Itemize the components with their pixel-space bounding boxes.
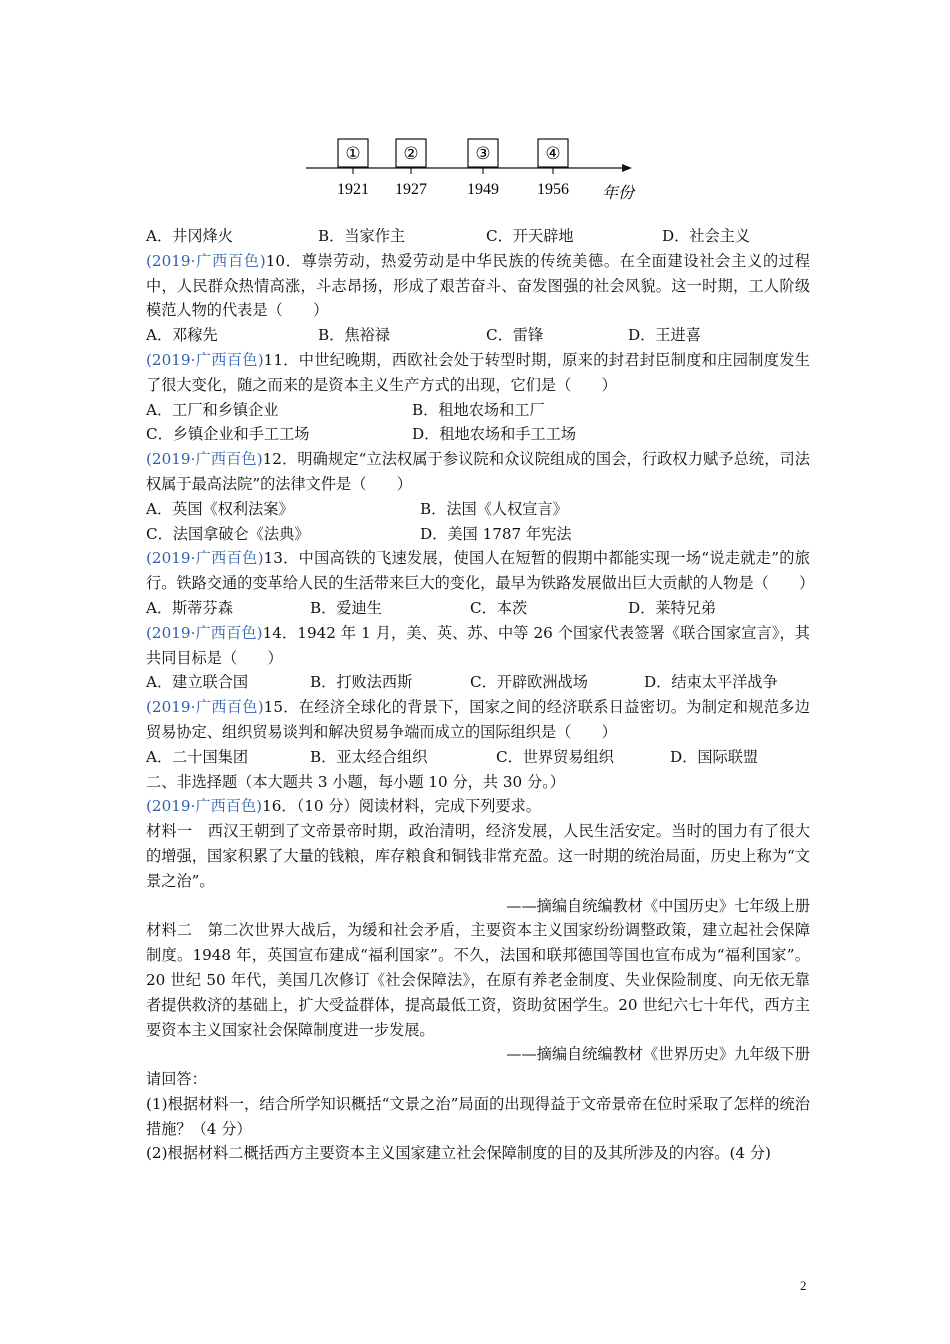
q10-options bbox=[146, 323, 810, 348]
q10-option-a: A．邓稼先 bbox=[146, 326, 218, 345]
q12-option-a: A．英国《权利法案》 bbox=[146, 499, 294, 518]
q16-prompt: 请回答： bbox=[146, 1070, 207, 1089]
q15-option-d: D．国际联盟 bbox=[670, 747, 759, 766]
q9-option-d: D．社会主义 bbox=[662, 227, 751, 245]
q11-options-row2 bbox=[146, 422, 810, 447]
q14-stem: (2019·广西百色)14．1942 年 1 月，美、英、苏、中等 26 个国家代表签署《联合国家宣言》，其共同目标是（ ） bbox=[146, 623, 810, 667]
svg-text:④: ④ bbox=[545, 144, 561, 164]
q15-option-b: B．亚太经合组织 bbox=[310, 747, 428, 766]
svg-text:③: ③ bbox=[475, 144, 491, 164]
q10-stem: (2019·广西百色)10．尊崇劳动，热爱劳动是中华民族的传统美德。在全面建设社会主义的过程中，人民群众热情高涨，斗志昂扬，形成了艰苦奋斗、奋发图强的社会风貌。这一时期，工人阶级模范人物的代表是（ ） bbox=[146, 251, 810, 320]
q10-option-c: C．雷锋 bbox=[486, 326, 544, 345]
q9-option-b: B．当家作主 bbox=[318, 227, 406, 245]
timeline-year-1956: 1956 bbox=[537, 181, 569, 198]
section2-heading: 二、非选择题（本大题共 3 小题，每小题 10 分，共 30 分。） bbox=[146, 772, 565, 791]
q10-option-d: D．王进喜 bbox=[628, 326, 701, 345]
q11-options-row1 bbox=[146, 398, 810, 423]
timeline-box-3 bbox=[468, 139, 498, 167]
q10-source: (2019·广西百色) bbox=[146, 251, 266, 270]
q16-material1: 材料一 西汉王朝到了文帝景帝时期，政治清明，经济发展，人民生活安定。当时的国力有了很大的增强，国家积累了大量的钱粮，库存粮食和铜钱非常充盈。这一时期的统治局面，历史上称为“文景之治”。 bbox=[146, 822, 810, 890]
q11-source: (2019·广西百色) bbox=[146, 350, 264, 369]
q11-option-b: B．租地农场和工厂 bbox=[412, 400, 545, 419]
q15-stem: (2019·广西百色)15．在经济全球化的背景下，国家之间的经济联系日益密切。为制定和规范多边贸易协定、组织贸易谈判和解决贸易争端而成立的国际组织是（ ） bbox=[146, 698, 810, 741]
q9-options bbox=[146, 224, 810, 249]
q13-option-c: C．本茨 bbox=[470, 598, 528, 617]
timeline-box-1 bbox=[338, 139, 368, 167]
svg-text:②: ② bbox=[403, 144, 419, 164]
q15-option-a: A．二十国集团 bbox=[146, 747, 249, 766]
q11-option-c: C．乡镇企业和手工工场 bbox=[146, 425, 310, 444]
timeline-arrow bbox=[622, 164, 632, 172]
q13-option-a: A．斯蒂芬森 bbox=[146, 598, 233, 617]
q13-stem: (2019·广西百色)13．中国高铁的飞速发展，使国人在短暂的假期中都能实现一场“说走就走”的旅行。铁路交通的变革给人民的生活带来巨大的变化，最早为铁路发展做出巨大贡献的人物是（ ） bbox=[146, 549, 815, 593]
q11-stem: (2019·广西百色)11．中世纪晚期，西欧社会处于转型时期，原来的封君封臣制度和庄园制度发生了很大变化，随之而来的是资本主义生产方式的出现，它们是（ ） bbox=[146, 350, 810, 394]
timeline-year-1921: 1921 bbox=[337, 181, 369, 198]
q13-option-b: B．爱迪生 bbox=[310, 598, 382, 617]
q13-source: (2019·广西百色) bbox=[146, 549, 264, 568]
q16-sub2: (2)根据材料二概括西方主要资本主义国家建立社会保障制度的目的及其所涉及的内容。(4 分) bbox=[146, 1144, 771, 1163]
q12-options-row1 bbox=[146, 497, 810, 522]
timeline-figure bbox=[300, 136, 640, 212]
q15-option-c: C．世界贸易组织 bbox=[496, 747, 614, 766]
q13-option-d: D．莱特兄弟 bbox=[628, 598, 717, 617]
q12-source: (2019·广西百色) bbox=[146, 450, 263, 469]
timeline-year-1949: 1949 bbox=[467, 181, 499, 198]
q10-option-b: B．焦裕禄 bbox=[318, 326, 390, 345]
q16-material2: 材料二 第二次世界大战后，为缓和社会矛盾，主要资本主义国家纷纷调整政策，建立起社会保障制度。1948 年，英国宣布建成“福利国家”。不久，法国和联邦德国等国也宣布成为“福利国家”。20 世纪 50 年代，美国几次修订《社会保障法》，在原有养老金制度、失业保险制度、向无依无靠者提供救济的基础上，扩大受益群体，提高最低工资，资助贫困学生。20 世纪六七十年代，西方主要资本主义国家社会保障制度进一步发展。 bbox=[146, 921, 810, 1039]
q11-option-a: A．工厂和乡镇企业 bbox=[146, 400, 279, 419]
q14-source: (2019·广西百色) bbox=[146, 623, 263, 642]
q12-option-b: B．法国《人权宣言》 bbox=[420, 499, 568, 518]
q16-source: (2019·广西百色) bbox=[146, 797, 263, 816]
q12-option-c: C．法国拿破仑《法典》 bbox=[146, 524, 310, 543]
q12-option-d: D．美国 1787 年宪法 bbox=[420, 524, 572, 543]
q9-option-c: C．开天辟地 bbox=[486, 227, 574, 245]
timeline-year-1927: 1927 bbox=[395, 181, 427, 198]
timeline-axis-label: 年份 bbox=[601, 183, 635, 202]
timeline-box-2 bbox=[396, 139, 426, 167]
svg-text:①: ① bbox=[345, 144, 361, 164]
q14-option-c: C．开辟欧洲战场 bbox=[470, 673, 588, 692]
q15-source: (2019·广西百色) bbox=[146, 698, 264, 717]
q14-option-a: A．建立联合国 bbox=[146, 673, 249, 692]
q16-sub1: (1)根据材料一，结合所学知识概括“文景之治”局面的出现得益于文帝景帝在位时采取了怎样的统治措施？（4 分） bbox=[146, 1094, 810, 1138]
timeline-box-4 bbox=[538, 139, 568, 167]
q11-option-d: D．租地农场和手工工场 bbox=[412, 425, 577, 444]
q16-material1-source: ——摘编自统编教材《中国历史》七年级上册 bbox=[506, 896, 810, 915]
question-content bbox=[146, 224, 815, 1166]
q14-option-d: D．结束太平洋战争 bbox=[644, 673, 778, 692]
q14-option-b: B．打败法西斯 bbox=[310, 673, 413, 692]
page-number: 2 bbox=[800, 1278, 807, 1293]
q12-stem: (2019·广西百色)12．明确规定“立法权属于参议院和众议院组成的国会，行政权力赋予总统，司法权属于最高法院”的法律文件是（ ） bbox=[146, 450, 810, 493]
q12-options-row2 bbox=[146, 522, 810, 547]
q14-options bbox=[146, 670, 810, 695]
q16-material2-source: ——摘编自统编教材《世界历史》九年级下册 bbox=[506, 1045, 810, 1064]
q13-options bbox=[146, 596, 810, 621]
q15-options bbox=[146, 745, 810, 770]
q9-option-a: A．井冈烽火 bbox=[146, 227, 233, 245]
q16-stem: (2019·广西百色)16．（10 分）阅读材料，完成下列要求。 bbox=[146, 797, 541, 816]
